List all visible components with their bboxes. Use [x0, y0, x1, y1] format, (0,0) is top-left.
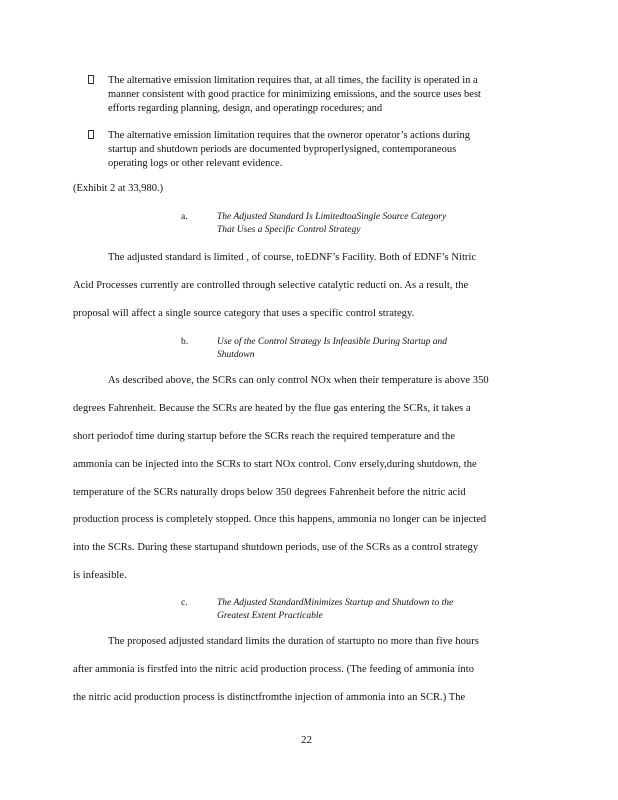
bullet-line: The alternative emission limitation requires that, at all times, the facility is operated in a: [108, 75, 478, 86]
bullet-box-icon: [88, 130, 94, 139]
body-line: proposal will affect a single source category that uses a specific control strategy.: [73, 308, 415, 319]
heading-letter: a.: [181, 212, 188, 222]
bullet-box-icon: [88, 75, 94, 84]
bullet-line: operating logs or other relevant evidence.: [108, 158, 283, 169]
body-line: The adjusted standard is limited , of course, toEDNF’s Facility. Both of EDNF’s Nitric: [108, 252, 477, 263]
citation: (Exhibit 2 at 33,980.): [73, 183, 164, 194]
heading-line: Use of the Control Strategy Is Infeasible During Startup and: [217, 337, 448, 347]
bullet-line: startup and shutdown periods are documented byproperlysigned, contemporaneous: [108, 144, 457, 155]
heading-letter: b.: [181, 337, 189, 347]
body-line: short periodof time during startup before the SCRs reach the required temperature and the: [73, 431, 456, 442]
page-number: 22: [301, 734, 312, 746]
body-line: into the SCRs. During these startupand shutdown periods, use of the SCRs as a control strategy: [73, 542, 479, 553]
bullet-item: [108, 129, 470, 171]
bullet-line: The alternative emission limitation requires that the owneror operator’s actions during: [108, 130, 470, 141]
heading-line: The Adjusted Standard Is LimitedtoaSingle Source Category: [217, 212, 447, 222]
body-line: As described above, the SCRs can only control NOx when their temperature is above 350: [108, 375, 489, 386]
bullet-item: [108, 74, 481, 116]
section-heading: [181, 336, 448, 362]
body-line: ammonia can be injected into the SCRs to start NOx control. Conv ersely,during shutdown, the: [73, 459, 477, 470]
body-line: degrees Fahrenheit. Because the SCRs are heated by the flue gas entering the SCRs, it takes a: [73, 403, 471, 414]
heading-letter: c.: [181, 598, 188, 608]
section-heading: [181, 211, 447, 237]
body-line: is infeasible.: [73, 570, 127, 581]
bullet-line: efforts regarding planning, design, and operatingp rocedures; and: [108, 103, 383, 114]
body-line: production process is completely stopped. Once this happens, ammonia no longer can be injected: [73, 514, 487, 525]
heading-line: Shutdown: [217, 350, 255, 360]
body-line: The proposed adjusted standard limits the duration of startupto no more than five hours: [108, 636, 479, 647]
body-line: Acid Processes currently are controlled through selective catalytic reducti on. As a result, the: [73, 280, 469, 291]
heading-line: The Adjusted StandardMinimizes Startup and Shutdown to the: [217, 598, 454, 608]
heading-line: Greatest Extent Practicable: [217, 611, 323, 621]
body-line: the nitric acid production process is distinctfromthe injection of ammonia into an SCR.) The: [73, 692, 466, 703]
section-heading: [181, 597, 454, 623]
bullet-line: manner consistent with good practice for minimizing emissions, and the source uses best: [108, 89, 481, 100]
heading-line: That Uses a Specific Control Strategy: [217, 225, 361, 235]
body-line: after ammonia is firstfed into the nitric acid production process. (The feeding of ammonia into: [73, 664, 475, 675]
body-line: temperature of the SCRs naturally drops below 350 degrees Fahrenheit before the nitric acid: [73, 487, 466, 498]
